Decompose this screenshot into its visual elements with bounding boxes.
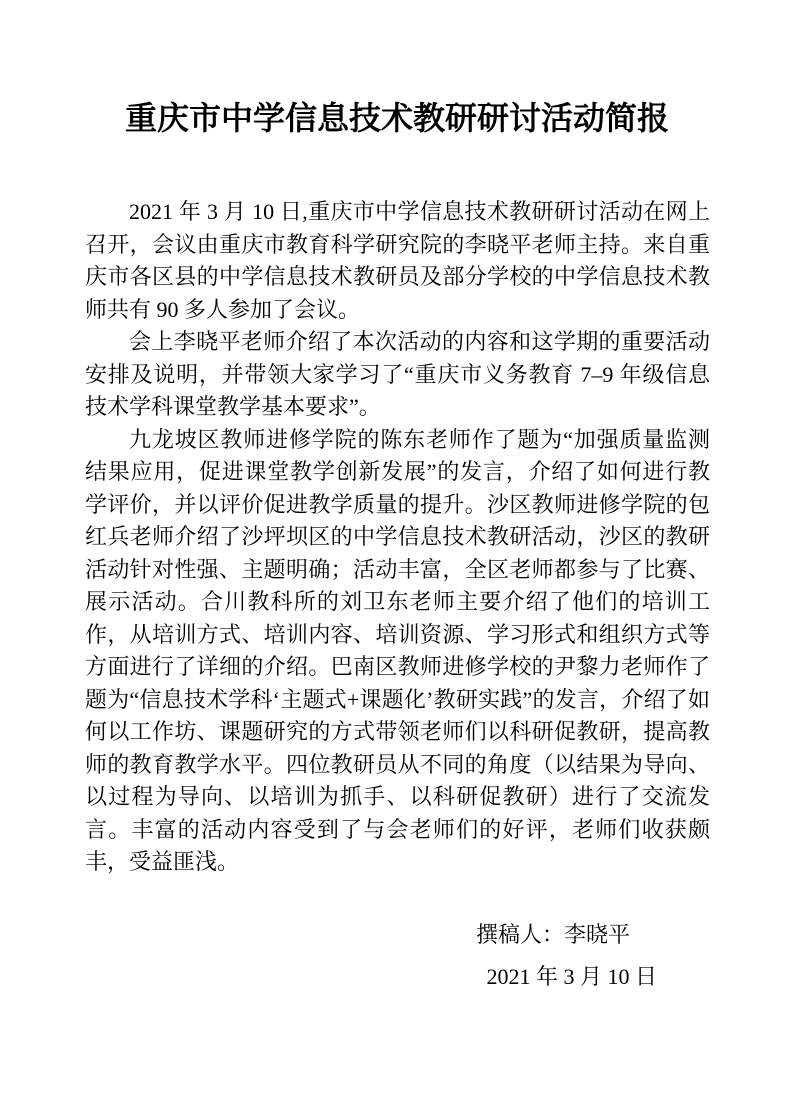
signature-author: 撰稿人：李晓平 [475,921,630,947]
document-body [85,196,710,879]
paragraph-3: 九龙坡区教师进修学院的陈东老师作了题为“加强质量监测结果应用，促进课堂教学创新发展”的发言，介绍了如何进行教学评价，并以评价促进教学质量的提升。沙区教师进修学院的包红兵老师介绍了沙坪坝区的中学信息技术教研活动，沙区的教研活动针对性强、主题明确；活动丰富，全区老师都参与了比赛、展示活动。合川教科所的刘卫东老师主要介绍了他们的培训工作，从培训方式、培训内容、培训资源、学习形式和组织方式等方面进行了详细的介绍。巴南区教师进修学校的尹黎力老师作了题为“信息技术学科‘主题式+课题化’教研实践”的发言，介绍了如何以工作坊、课题研究的方式带领老师们以科研促教研，提高教师的教育教学水平。四位教研员从不同的角度（以结果为导向、以过程为导向、以培训为抓手、以科研促教研）进行了交流发言。丰富的活动内容受到了与会老师们的好评，老师们收获颇丰，受益匪浅。 [85,426,710,874]
signature-block [85,919,710,994]
signature-date: 2021 年 3 月 10 日 [486,964,657,989]
document-title: 重庆市中学信息技术教研研讨活动简报 [124,100,669,136]
paragraph-1: 2021 年 3 月 10 日,重庆市中学信息技术教研研讨活动在网上召开，会议由重庆市教育科学研究院的李晓平老师主持。来自重庆市各区县的中学信息技术教研员及部分学校的中学信息技术教师共有 90 多人参加了会议。 [85,199,710,322]
paragraph-2: 会上李晓平老师介绍了本次活动的内容和这学期的重要活动安排及说明，并带领大家学习了“重庆市义务教育 7–9 年级信息技术学科课堂教学基本要求”。 [85,329,710,419]
